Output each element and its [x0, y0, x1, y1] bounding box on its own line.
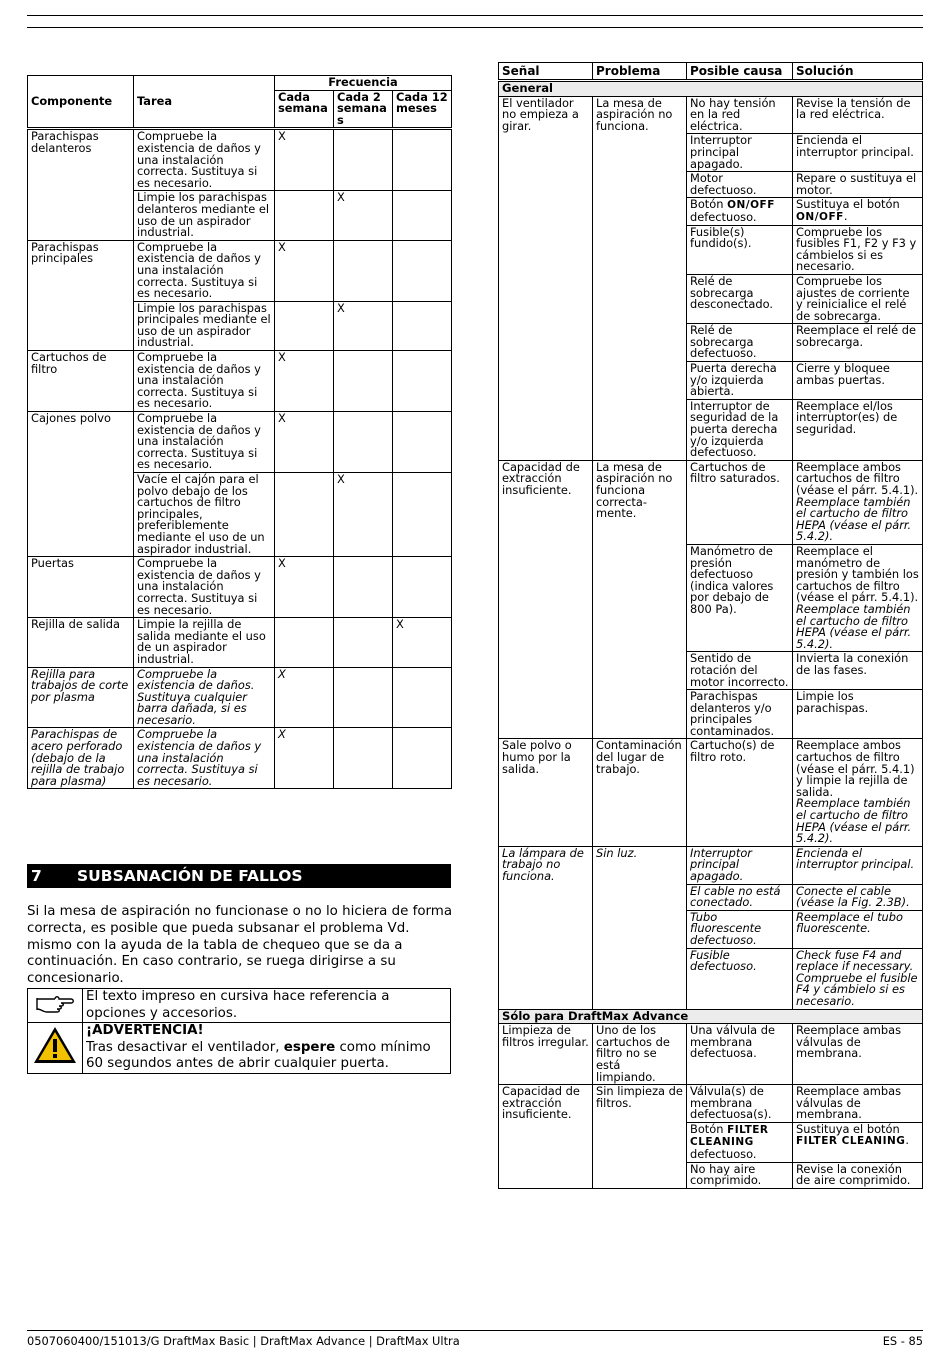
- fault-section-row: [499, 1009, 923, 1024]
- header-cada-semana: Cada semana: [275, 90, 334, 129]
- cause-cell: Interruptor de seguridad de la puerta derecha y/o izquierda defectuoso.: [687, 399, 793, 460]
- solution-text: Encienda el interruptor principal.: [796, 845, 915, 872]
- frequency-biweekly-cell: X: [334, 301, 393, 350]
- frequency-yearly-cell: [393, 412, 452, 473]
- maintenance-row: [28, 557, 452, 618]
- solution-cell: [793, 544, 923, 651]
- fault-row: [499, 1085, 923, 1123]
- solution-cell: [793, 652, 923, 690]
- frequency-biweekly-cell: [334, 728, 393, 789]
- header-cada-2-semanas: Cada 2 semanas: [334, 90, 393, 129]
- header-tarea: Tarea: [134, 76, 275, 129]
- solution-cell: [793, 198, 923, 225]
- frequency-yearly-cell: [393, 351, 452, 412]
- frequency-biweekly-cell: [334, 557, 393, 618]
- component-cell: Parachispas delanteros: [28, 129, 134, 240]
- problem-cell: Sin limpieza de filtros.: [593, 1085, 687, 1189]
- cause-cell: [687, 198, 793, 225]
- solution-text: Reemplace ambas válvulas de membrana.: [796, 1023, 902, 1061]
- frequency-weekly-cell: X: [275, 351, 334, 412]
- signal-cell: El ventilador no empieza a girar.: [499, 96, 593, 460]
- frequency-biweekly-cell: [334, 412, 393, 473]
- button-name: FILTER CLEANING: [690, 1123, 769, 1149]
- solution-cell: [793, 96, 923, 134]
- solution-optional-text: Reemplace también el cartucho de filtro HEPA (véase el párr. 5.4.2).: [796, 494, 912, 544]
- signal-cell: Limpieza de filtros irregular.: [499, 1024, 593, 1085]
- button-name: ON/OFF: [727, 199, 775, 212]
- section-title: SUBSANACIÓN DE FALLOS: [77, 867, 303, 885]
- solution-optional-text: Reemplace también el cartucho de filtro HEPA (véase el párr. 5.4.2).: [796, 601, 912, 651]
- task-cell: Vacíe el cajón para el polvo debajo de los cartuchos de filtro principales, preferiblemente mediante el uso de un aspirador industrial.: [134, 473, 275, 557]
- frequency-weekly-cell: X: [275, 667, 334, 728]
- solution-text: Cierre y bloquee ambas puertas.: [796, 361, 890, 387]
- solution-cell: [793, 399, 923, 460]
- cause-cell: Puerta derecha y/o izquierda abierta.: [687, 362, 793, 400]
- solution-text: Limpie los parachispas.: [796, 689, 869, 715]
- component-cell: Cajones polvo: [28, 412, 134, 557]
- solution-text: .: [843, 208, 848, 223]
- frequency-yearly-cell: [393, 191, 452, 240]
- cause-cell: Sentido de rotación del motor incorrecto.: [687, 652, 793, 690]
- maintenance-row: [28, 728, 452, 789]
- top-rule-1: [27, 15, 923, 16]
- fault-row: [499, 460, 923, 544]
- solution-text: Reemplace ambos cartuchos de filtro (véase el párr. 5.4.1).: [796, 459, 919, 497]
- frequency-weekly-cell: X: [275, 412, 334, 473]
- fault-section-title: Sólo para DraftMax Advance: [499, 1009, 923, 1024]
- solution-text: Encienda el interruptor principal.: [796, 133, 914, 159]
- solution-cell: [793, 460, 923, 544]
- solution-text: .: [905, 1133, 910, 1148]
- cause-cell: Válvula(s) de membrana defectuosa(s).: [687, 1085, 793, 1123]
- cause-cell: Cartuchos de filtro saturados.: [687, 460, 793, 544]
- solution-text: Reemplace ambos cartuchos de filtro (véase el párr. 5.4.1) y limpie la rejilla de salida.: [796, 738, 915, 799]
- cause-cell: [687, 1122, 793, 1162]
- fault-row: [499, 739, 923, 846]
- solution-text: Conecte el cable (véase la Fig. 2.3B).: [796, 883, 910, 910]
- section-number: 7: [31, 867, 42, 885]
- frequency-yearly-cell: [393, 728, 452, 789]
- component-cell: Parachispas principales: [28, 240, 134, 350]
- frequency-biweekly-cell: [334, 667, 393, 728]
- header-senal: Señal: [499, 63, 593, 81]
- solution-cell: [793, 739, 923, 846]
- component-cell: Parachispas de acero perforado (debajo de la rejilla de trabajo para plasma): [28, 728, 134, 789]
- warning-row: [28, 1023, 451, 1074]
- maintenance-row: [28, 667, 452, 728]
- frequency-yearly-cell: [393, 301, 452, 350]
- button-name: FILTER CLEANING: [796, 1135, 906, 1148]
- cause-cell: Una válvula de membrana defectuosa.: [687, 1024, 793, 1085]
- fault-table: [498, 62, 923, 1189]
- frequency-weekly-cell: X: [275, 728, 334, 789]
- solution-text: Compruebe los ajustes de corriente y reinicialice el relé de sobrecarga.: [796, 273, 910, 323]
- frequency-weekly-cell: X: [275, 240, 334, 301]
- solution-cell: [793, 846, 923, 884]
- task-cell: Limpie los parachispas principales mediante el uso de un aspirador industrial.: [134, 301, 275, 350]
- warning-triangle-icon: [28, 1023, 83, 1074]
- header-posible-causa: Posible causa: [687, 63, 793, 81]
- cause-cell: Relé de sobrecarga defectuoso.: [687, 324, 793, 362]
- footer-document-code: 0507060400/151013/G DraftMax Basic | DraftMax Advance | DraftMax Ultra: [27, 1334, 460, 1348]
- cause-cell: Parachispas delanteros y/o principales contaminados.: [687, 690, 793, 739]
- cause-cell: Interruptor principal apagado.: [687, 134, 793, 172]
- task-cell: Compruebe la existencia de daños y una instalación correcta. Sustituya si es necesario.: [134, 351, 275, 412]
- frequency-weekly-cell: X: [275, 557, 334, 618]
- cause-cell: Interruptor principal apagado.: [687, 846, 793, 884]
- solution-text: Sustituya el botón: [796, 1121, 900, 1136]
- frequency-biweekly-cell: [334, 129, 393, 191]
- cause-cell: No hay tensión en la red eléctrica.: [687, 96, 793, 134]
- pointing-hand-icon: [28, 989, 83, 1023]
- task-cell: Limpie los parachispas delanteros mediante el uso de un aspirador industrial.: [134, 191, 275, 240]
- maintenance-row: [28, 351, 452, 412]
- solution-cell: [793, 225, 923, 274]
- warning-text: [83, 1023, 451, 1074]
- frequency-biweekly-cell: [334, 351, 393, 412]
- solution-text: Reemplace ambas válvulas de membrana.: [796, 1084, 902, 1122]
- cause-text: defectuoso.: [690, 1147, 757, 1162]
- component-cell: Rejilla de salida: [28, 618, 134, 667]
- task-cell: Compruebe la existencia de daños y una instalación correcta. Sustituya si es necesario.: [134, 728, 275, 789]
- solution-optional-text: Reemplace también el cartucho de filtro HEPA (véase el párr. 5.4.2).: [796, 796, 912, 846]
- solution-cell: [793, 134, 923, 172]
- solution-text: Compruebe los fusibles F1, F2 y F3 y cámbielos si es necesario.: [796, 224, 917, 274]
- solution-text: Invierta la conexión de las fases.: [796, 651, 909, 677]
- solution-cell: [793, 1122, 923, 1162]
- problem-cell: La mesa de aspiración no funciona.: [593, 96, 687, 460]
- solution-cell: [793, 948, 923, 1009]
- problem-cell: Uno de los cartuchos de filtro no se está limpiando.: [593, 1024, 687, 1085]
- note-row: [28, 989, 451, 1023]
- cause-cell: El cable no está conectado.: [687, 884, 793, 910]
- signal-cell: Capacidad de extracción insuficiente.: [499, 460, 593, 739]
- frequency-weekly-cell: [275, 301, 334, 350]
- signal-cell: Capacidad de extracción insuficiente.: [499, 1085, 593, 1189]
- footer-rule: [27, 1330, 923, 1331]
- cause-cell: Motor defectuoso.: [687, 172, 793, 198]
- fault-row: [499, 96, 923, 134]
- frequency-yearly-cell: [393, 473, 452, 557]
- solution-cell: [793, 1085, 923, 1123]
- task-cell: Limpie la rejilla de salida mediante el uso de un aspirador industrial.: [134, 618, 275, 667]
- header-frecuencia: Frecuencia: [275, 76, 452, 91]
- cause-text: Botón: [690, 1121, 728, 1136]
- problem-cell: Sin luz.: [593, 846, 687, 1009]
- cause-cell: No hay aire comprimido.: [687, 1162, 793, 1188]
- solution-text: Check fuse F4 and replace if necessary. Compruebe el fusible F4 y cámbielo si es necesario.: [796, 947, 918, 1008]
- solution-cell: [793, 324, 923, 362]
- maintenance-row: [28, 412, 452, 473]
- solution-text: Revise la tensión de la red eléctrica.: [796, 95, 911, 122]
- solution-text: Revise la conexión de aire comprimido.: [796, 1161, 911, 1188]
- fault-section-title: General: [499, 81, 923, 97]
- frequency-weekly-cell: X: [275, 129, 334, 191]
- frequency-yearly-cell: [393, 667, 452, 728]
- warning-post: como mínimo 60 segundos antes de abrir cualquier puerta.: [86, 1039, 431, 1072]
- section-intro: Si la mesa de aspiración no funcionase o no lo hiciera de forma correcta, es posible que pueda subsanar el problema Vd. mismo con la ayuda de la tabla de chequeo que se da a continuación. En caso contrario, se ruega dirigirse a su concesionario.: [27, 904, 453, 987]
- task-cell: Compruebe la existencia de daños y una instalación correcta. Sustituya si es necesario.: [134, 557, 275, 618]
- fault-table-body: [499, 81, 923, 1189]
- header-componente: Componente: [28, 76, 134, 129]
- button-name: ON/OFF: [796, 210, 844, 223]
- fault-row: [499, 846, 923, 884]
- solution-text: Reemplace el manómetro de presión y también los cartuchos de filtro (véase el párr. 5.4.1).: [796, 543, 919, 605]
- cause-cell: Cartucho(s) de filtro roto.: [687, 739, 793, 846]
- frequency-weekly-cell: [275, 191, 334, 240]
- solution-cell: [793, 172, 923, 198]
- maintenance-row: [28, 618, 452, 667]
- cause-cell: Fusible(s) fundido(s).: [687, 225, 793, 274]
- task-cell: Compruebe la existencia de daños y una instalación correcta. Sustituya si es necesario.: [134, 412, 275, 473]
- solution-cell: [793, 362, 923, 400]
- solution-cell: [793, 1162, 923, 1188]
- section-heading: [27, 864, 451, 888]
- maintenance-table: [27, 75, 452, 789]
- solution-cell: [793, 910, 923, 948]
- fault-row: [499, 1024, 923, 1085]
- footer-page-number: ES - 85: [882, 1334, 923, 1348]
- cause-cell: Tubo fluorescente defectuoso.: [687, 910, 793, 948]
- maintenance-row: [28, 129, 452, 191]
- cause-text: Botón: [690, 197, 728, 212]
- header-problema: Problema: [593, 63, 687, 81]
- warning-bold: espere: [283, 1039, 336, 1055]
- task-cell: Compruebe la existencia de daños y una instalación correcta. Sustituya si es necesario.: [134, 240, 275, 301]
- cause-text: defectuoso.: [690, 209, 757, 224]
- frequency-weekly-cell: [275, 618, 334, 667]
- task-cell: Compruebe la existencia de daños y una instalación correcta. Sustituya si es necesario.: [134, 129, 275, 191]
- frequency-yearly-cell: X: [393, 618, 452, 667]
- maintenance-table-container: [27, 75, 451, 789]
- notes-block: [27, 988, 451, 1074]
- cause-cell: Fusible defectuoso.: [687, 948, 793, 1009]
- fault-section-row: [499, 81, 923, 97]
- solution-text: Reemplace el/los interruptor(es) de seguridad.: [796, 398, 898, 437]
- solution-text: Repare o sustituya el motor.: [796, 171, 917, 197]
- fault-table-container: [498, 62, 922, 1189]
- solution-cell: [793, 274, 923, 323]
- solution-text: Sustituya el botón: [796, 197, 900, 212]
- frequency-yearly-cell: [393, 240, 452, 301]
- notes-table: [27, 988, 451, 1074]
- solution-cell: [793, 884, 923, 910]
- component-cell: Rejilla para trabajos de corte por plasma: [28, 667, 134, 728]
- signal-cell: Sale polvo o humo por la salida.: [499, 739, 593, 846]
- solution-cell: [793, 1024, 923, 1085]
- solution-text: Reemplace el tubo fluorescente.: [796, 909, 903, 936]
- cause-cell: Manómetro de presión defectuoso (indica valores por debajo de 800 Pa).: [687, 544, 793, 651]
- maintenance-table-body: [28, 129, 452, 789]
- frequency-weekly-cell: [275, 473, 334, 557]
- task-cell: Compruebe la existencia de daños. Sustituya cualquier barra dañada, si es necesario.: [134, 667, 275, 728]
- solution-cell: [793, 690, 923, 739]
- header-solucion: Solución: [793, 63, 923, 81]
- note-text: El texto impreso en cursiva hace referencia a opciones y accesorios.: [83, 989, 451, 1023]
- cause-cell: Relé de sobrecarga desconectado.: [687, 274, 793, 323]
- component-cell: Cartuchos de filtro: [28, 351, 134, 412]
- frequency-biweekly-cell: X: [334, 473, 393, 557]
- frequency-yearly-cell: [393, 129, 452, 191]
- warning-title: ¡ADVERTENCIA!: [86, 1023, 204, 1039]
- frequency-biweekly-cell: [334, 240, 393, 301]
- component-cell: Puertas: [28, 557, 134, 618]
- frequency-yearly-cell: [393, 557, 452, 618]
- problem-cell: Contaminación del lugar de trabajo.: [593, 739, 687, 846]
- header-cada-12-meses: Cada 12 meses: [393, 90, 452, 129]
- frequency-biweekly-cell: X: [334, 191, 393, 240]
- top-rule-2: [27, 27, 923, 28]
- maintenance-row: [28, 240, 452, 301]
- frequency-biweekly-cell: [334, 618, 393, 667]
- warning-pre: Tras desactivar el ventilador,: [86, 1039, 284, 1055]
- problem-cell: La mesa de aspiración no funciona correcta-mente.: [593, 460, 687, 739]
- signal-cell: La lámpara de trabajo no funciona.: [499, 846, 593, 1009]
- solution-text: Reemplace el relé de sobrecarga.: [796, 323, 917, 349]
